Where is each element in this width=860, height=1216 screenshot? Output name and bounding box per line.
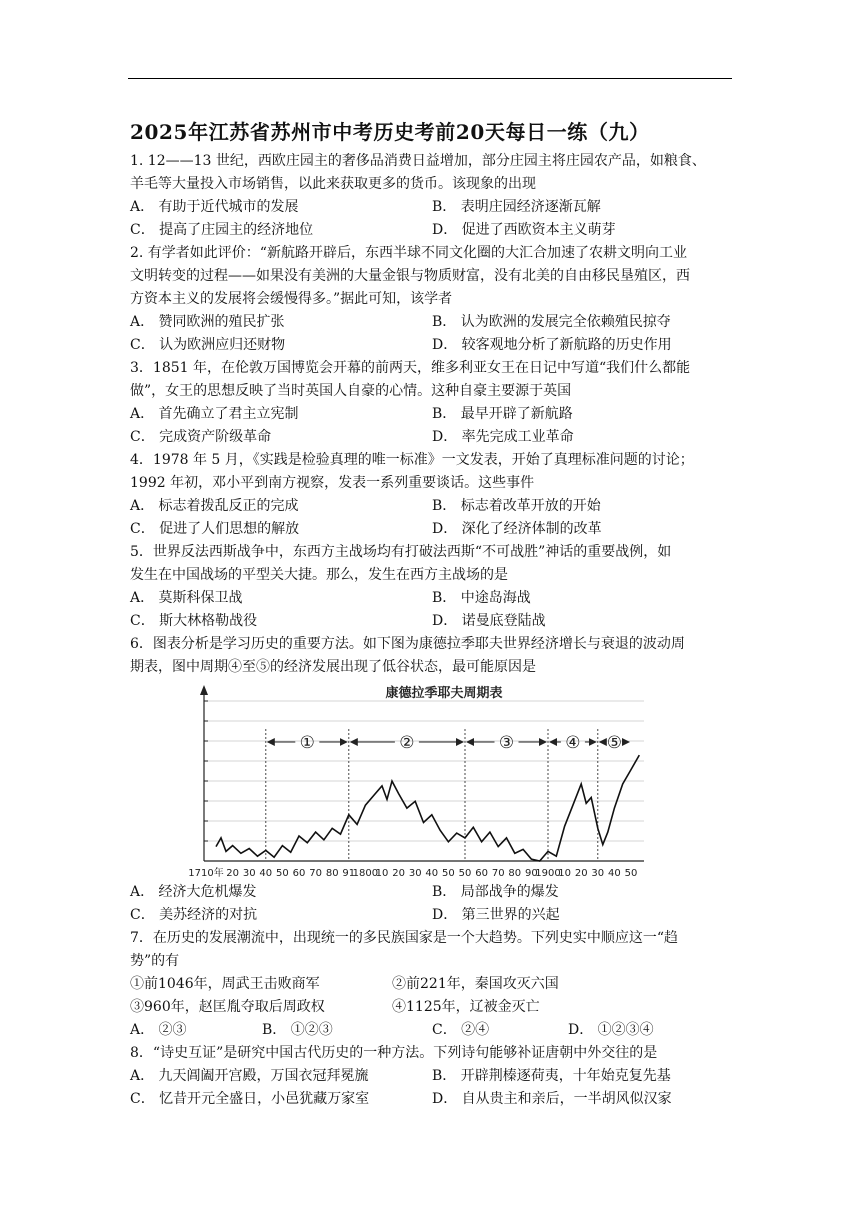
x-tick-label: 1710年: [188, 868, 224, 879]
question-stem-line: 3．1851 年，在伦敦万国博览会开幕的前两天，维多利亚女王在日记中写道“我们什么都能: [130, 360, 691, 376]
x-tick-label: 60: [292, 868, 306, 879]
question-stem-line: 1. 12——13 世纪，西欧庄园主的奢侈品消费日益增加，部分庄园主将庄园农产品，如粮食、: [130, 153, 706, 169]
x-tick-label: 20: [392, 868, 405, 879]
option-d[interactable]: D． ①②③④: [568, 1022, 654, 1038]
x-tick-label: 20: [226, 868, 239, 879]
option-d[interactable]: D． 诺曼底登陆战: [432, 613, 546, 629]
x-tick-label: 20: [574, 868, 588, 879]
option-c[interactable]: C． ②④: [432, 1022, 490, 1038]
x-tick-label: 40: [608, 868, 621, 879]
question-stem-line: 势”的有: [130, 953, 180, 969]
option-a[interactable]: A． 标志着拨乱反正的完成: [130, 498, 299, 514]
question-stem-line: 2. 有学者如此评价：“新航路开辟后，东西半球不同文化圈的大汇合加速了农耕文明向工业: [130, 245, 687, 261]
question-stem-line: 发生在中国战场的平型关大捷。那么，发生在西方主战场的是: [130, 567, 508, 583]
chart-svg: [174, 681, 654, 879]
option-a[interactable]: A． ②③: [130, 1022, 187, 1038]
question-stem-line: 8．“诗史互证”是研究中国古代历史的一种方法。下列诗句能够补证唐朝中外交往的是: [130, 1045, 658, 1061]
option-d[interactable]: D． 率先完成工业革命: [432, 429, 574, 445]
x-tick-label: 50: [624, 868, 638, 879]
x-tick-label: 1800: [352, 868, 379, 879]
x-tick-label: 50: [458, 868, 472, 879]
question-8: [130, 1042, 732, 1111]
option-b[interactable]: B． 中途岛海战: [432, 590, 531, 606]
x-tick-label: 91: [342, 868, 356, 879]
question-stem-line: 羊毛等大量投入市场销售，以此来获取更多的货币。该现象的出现: [130, 176, 536, 192]
chart-grid: [204, 701, 644, 841]
option-d[interactable]: D． 促进了西欧资本主义萌芽: [432, 222, 616, 238]
option-c[interactable]: C． 认为欧洲应归还财物: [130, 337, 286, 353]
option-d[interactable]: D． 第三世界的兴起: [432, 907, 560, 923]
series-line: [216, 755, 639, 861]
option-b[interactable]: B． 最早开辟了新航路: [432, 406, 573, 422]
option-d[interactable]: D． 较客观地分析了新航路的历史作用: [432, 337, 672, 353]
period-label: ②: [399, 733, 415, 753]
x-tick-label: 10: [558, 868, 571, 879]
question-7: [130, 927, 732, 1042]
option-c[interactable]: C． 美苏经济的对抗: [130, 907, 258, 923]
option-b[interactable]: B． 局部战争的爆发: [432, 884, 559, 900]
option-a[interactable]: A． 赞同欧洲的殖民扩张: [130, 314, 285, 330]
chart-title: 康德拉季耶夫周期表: [385, 686, 503, 701]
x-tick-label: 50: [442, 868, 455, 879]
x-tick-label: 80: [508, 868, 522, 879]
period-label: ④: [565, 733, 581, 753]
header-rule: [128, 78, 732, 79]
question-stem-line: 期表，图中周期④至⑤的经济发展出现了低谷状态，最可能原因是: [130, 659, 536, 675]
option-a[interactable]: A． 有助于近代城市的发展: [130, 199, 299, 215]
period-label: ⑤: [606, 733, 623, 753]
x-tick-label: 90: [525, 868, 538, 879]
y-axis-arrow: [200, 685, 208, 695]
question-stem-line: 文明转变的过程——如果没有美洲的大量金银与物质财富，没有北美的自由移民垦殖区，西: [130, 268, 690, 284]
option-c[interactable]: C． 完成资产阶级革命: [130, 429, 272, 445]
x-tick-label: 50: [276, 868, 289, 879]
option-a[interactable]: A． 经济大危机爆发: [130, 884, 257, 900]
option-d[interactable]: D． 深化了经济体制的改革: [432, 521, 602, 537]
option-a[interactable]: A． 九天阊阖开宫殿，万国衣冠拜冕旒: [130, 1068, 369, 1084]
page-title: 2025年江苏省苏州市中考历史考前20天每日一练（九）: [130, 120, 650, 144]
option-c[interactable]: C． 促进了人们思想的解放: [130, 521, 300, 537]
question-stem-line: 方资本主义的发展将会缓慢得多。”据此可知，该学者: [130, 291, 453, 307]
option-c[interactable]: C． 斯大林格勒战役: [130, 613, 258, 629]
question-stem-line: 6．图表分析是学习历史的重要方法。如下图为康德拉季耶夫世界经济增长与衰退的波动周: [130, 636, 685, 652]
question-stem-line: 4．1978 年 5 月，《实践是检验真理的唯一标准》一文发表，开始了真理标准问题的讨论；: [130, 452, 694, 468]
option-a[interactable]: A． 首先确立了君主立宪制: [130, 406, 299, 422]
x-ticks: [188, 866, 637, 879]
kondratiev-chart: [130, 679, 732, 881]
option-b[interactable]: B． 标志着改革开放的开始: [432, 498, 601, 514]
question-6: [130, 633, 732, 927]
question-2: [130, 242, 732, 357]
questions: [130, 150, 732, 1111]
x-tick-label: 1900: [535, 868, 561, 879]
option-b[interactable]: B． 表明庄园经济逐渐瓦解: [432, 199, 601, 215]
statement-item: ①前1046年，周武王击败商军: [130, 976, 320, 992]
question-4: [130, 449, 732, 541]
period-label: ①: [299, 733, 315, 753]
x-tick-label: 70: [309, 868, 322, 879]
statement-item: ③960年，赵匡胤夺取后周政权: [130, 999, 325, 1015]
question-stem-line: 做”，女王的思想反映了当时英国人自豪的心情。这种自豪主要源于英国: [130, 383, 572, 399]
option-c[interactable]: C． 提高了庄园主的经济地位: [130, 222, 314, 238]
option-b[interactable]: B． 认为欧洲的发展完全依赖殖民掠夺: [432, 314, 671, 330]
option-c[interactable]: C． 忆昔开元全盛日，小邑犹藏万家室: [130, 1091, 370, 1107]
statement-item: ④1125年，辽被金灭亡: [392, 999, 540, 1015]
question-3: [130, 357, 732, 449]
x-tick-label: 10: [375, 868, 389, 879]
question-stem-line: 5．世界反法西斯战争中，东西方主战场均有打破法西斯“不可战胜”神话的重要战例，如: [130, 544, 672, 560]
x-tick-label: 30: [591, 868, 605, 879]
x-tick-label: 70: [491, 868, 505, 879]
option-a[interactable]: A． 莫斯科保卫战: [130, 590, 243, 606]
x-tick-label: 30: [242, 868, 256, 879]
x-tick-label: 80: [325, 868, 339, 879]
question-5: [130, 541, 732, 633]
question-stem-line: 7．在历史的发展潮流中，出现统一的多民族国家是一个大趋势。下列史实中顺应这一“趋: [130, 930, 679, 946]
x-tick-label: 40: [425, 868, 439, 879]
x-tick-label: 30: [408, 868, 422, 879]
x-tick-label: 60: [475, 868, 488, 879]
x-tick-label: 40: [259, 868, 273, 879]
option-b[interactable]: B． 开辟荆榛逐荷夷，十年始克复先基: [432, 1068, 671, 1084]
question-stem-line: 1992 年初，邓小平到南方视察，发表一系列重要谈话。这些事件: [130, 475, 535, 491]
question-1: [130, 150, 732, 242]
statement-item: ②前221年，秦国攻灭六国: [392, 976, 559, 992]
period-label: ③: [498, 733, 515, 753]
option-b[interactable]: B． ①②③: [262, 1022, 333, 1038]
option-d[interactable]: D． 自从贵主和亲后，一半胡风似汉家: [432, 1091, 672, 1107]
